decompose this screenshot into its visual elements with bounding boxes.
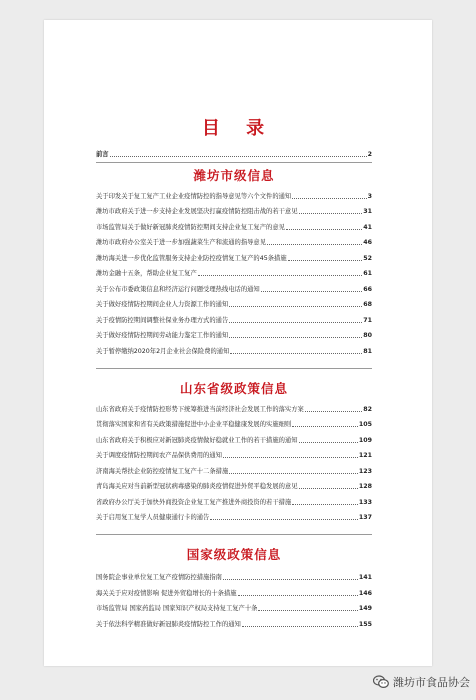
toc-entry-label: 潍坊市政府办公室关于进一步加强蔬菜生产和流通的指导意见 <box>96 239 267 246</box>
leader-dots <box>110 156 367 157</box>
toc-entry[interactable] <box>96 420 372 429</box>
toc-entry[interactable] <box>96 223 372 232</box>
toc-entry-page: 105 <box>358 421 372 428</box>
toc-entry-page: 3 <box>367 192 372 200</box>
toc-entry-page: 71 <box>363 316 372 324</box>
toc-entry-page: 133 <box>358 498 372 506</box>
leader-dots <box>292 198 366 199</box>
leader-dots <box>299 213 363 214</box>
toc-entry[interactable] <box>96 254 372 263</box>
section-rule <box>96 534 372 535</box>
toc-entry-label: 省政府办公厅关于加快外商投资企业复工复产推进外商投资的若干措施 <box>96 498 292 506</box>
toc-list <box>96 150 372 635</box>
leader-dots <box>229 473 358 474</box>
toc-entry[interactable] <box>96 331 372 340</box>
leader-dots <box>292 504 358 505</box>
toc-entry-label: 关于疫情防控期间调整社保业务办理方式的通告 <box>96 316 229 324</box>
toc-entry-page: 146 <box>358 589 372 597</box>
toc-entry-label: 关于启用复工复学人员健康通行卡的通告 <box>96 514 210 521</box>
toc-entry-label: 山东省政府关于疫情防控形势下统筹推进当前经济社会发展工作的落实方案 <box>96 405 304 413</box>
toc-entry-label: 贯彻落实国家和省有关政策措施促进中小企业平稳健康发展的实施细则 <box>96 421 292 428</box>
leader-dots <box>229 337 362 338</box>
toc-entry-page: 46 <box>363 239 372 246</box>
leader-dots <box>261 291 363 292</box>
leader-dots <box>267 244 362 245</box>
toc-entry-label: 青岛海关应对当前新型冠状病毒感染的肺炎疫情促进外贸平稳发展的意见 <box>96 483 298 490</box>
toc-entry[interactable] <box>96 620 372 629</box>
toc-entry-page: 41 <box>363 223 372 231</box>
toc-entry-page: 137 <box>358 514 372 521</box>
toc-entry-label: 关于做好疫情防控期间劳动能力鉴定工作的通知 <box>96 332 229 339</box>
leader-dots <box>198 275 362 276</box>
toc-entry-page: 109 <box>358 436 372 444</box>
toc-entry-label: 潍坊金融十五条，帮助企业复工复产 <box>96 270 197 277</box>
toc-entry[interactable] <box>96 604 372 613</box>
toc-entry-label: 关于依法科学精准做好新冠肺炎疫情防控工作的通知 <box>96 620 241 628</box>
toc-entry-label: 关于做好疫情防控期间企业人力资源工作的通知 <box>96 301 229 308</box>
section-heading: 山东省级政策信息 <box>179 380 288 396</box>
toc-title: 目 录 <box>201 118 275 139</box>
leader-dots <box>223 579 358 580</box>
toc-entry-label: 海关关于应对疫情影响 促进外贸稳增长的十条措施 <box>96 589 237 597</box>
leader-dots <box>223 457 358 458</box>
toc-entry-label: 潍坊海关进一步优化监管服务支持企业防控疫情复工复产的45条措施 <box>96 254 287 262</box>
leader-dots <box>229 306 362 307</box>
toc-entry-label: 前言 <box>96 151 109 158</box>
leader-dots <box>305 411 362 412</box>
toc-entry[interactable] <box>96 513 372 522</box>
watermark-text: 潍坊市食品协会 <box>393 676 470 689</box>
toc-entry[interactable] <box>96 192 372 201</box>
section-rule <box>96 162 372 163</box>
toc-entry[interactable] <box>96 405 372 414</box>
toc-entry-label: 济南海关帮扶企业防控疫情复工复产十二条措施 <box>96 467 229 475</box>
section-rule <box>96 368 372 369</box>
toc-entry-page: 149 <box>358 605 372 612</box>
document-page <box>44 20 432 666</box>
leader-dots <box>288 260 363 261</box>
toc-entry-label: 市场监管局关于做好新冠肺炎疫情防控期间支持企业复工复产的意见 <box>96 223 285 231</box>
toc-entry[interactable] <box>96 316 372 325</box>
section-heading: 国家级政策信息 <box>186 547 282 562</box>
toc-entry-label: 关于暂停缴纳2020年2月企业社会保险费的通知 <box>96 347 230 355</box>
toc-entry-page: 68 <box>363 301 372 308</box>
toc-entry-page: 82 <box>363 405 372 413</box>
toc-entry-preface[interactable] <box>96 150 372 159</box>
toc-entry-page: 123 <box>358 467 372 475</box>
section-heading: 潍坊市级信息 <box>193 167 275 183</box>
toc-entry-label: 关于印发关于复工复产工业企业疫情防控的指导意见等六个文件的通知 <box>96 192 292 200</box>
leader-dots <box>292 426 358 427</box>
toc-entry[interactable] <box>96 573 372 582</box>
toc-entry[interactable] <box>96 451 372 460</box>
toc-entry-page: 66 <box>363 285 372 293</box>
toc-entry-page: 155 <box>358 620 372 628</box>
toc-entry-page: 61 <box>363 270 372 277</box>
toc-entry[interactable] <box>96 347 372 356</box>
toc-entry[interactable] <box>96 436 372 445</box>
toc-entry[interactable] <box>96 238 372 247</box>
leader-dots <box>242 626 358 627</box>
leader-dots <box>299 442 358 443</box>
toc-entry-page: 52 <box>363 254 372 262</box>
leader-dots <box>230 353 362 354</box>
toc-entry[interactable] <box>96 300 372 309</box>
toc-entry-label: 国务院企事业单位复工复产疫情防控措施指南 <box>96 574 222 581</box>
toc-entry-label: 市场监管局 国家药监局 国家知识产权局支持复工复产十条 <box>96 605 258 612</box>
toc-entry[interactable] <box>96 467 372 476</box>
toc-entry-label: 潍坊市政府关于进一步支持企业发展坚决打赢疫情防控阻击战的若干意见 <box>96 208 298 215</box>
leader-dots <box>229 322 362 323</box>
toc-entry[interactable] <box>96 498 372 507</box>
leader-dots <box>238 595 358 596</box>
leader-dots <box>258 610 357 611</box>
toc-entry-page: 141 <box>358 574 372 581</box>
toc-entry[interactable] <box>96 269 372 278</box>
toc-entry-label: 山东省政府关于积极应对新冠肺炎疫情做好稳就业工作的若干措施的通知 <box>96 436 298 444</box>
toc-entry-page: 80 <box>363 332 372 339</box>
toc-entry-page: 2 <box>367 151 372 158</box>
toc-entry-page: 121 <box>358 452 372 459</box>
leader-dots <box>299 488 358 489</box>
toc-entry[interactable] <box>96 589 372 598</box>
toc-entry[interactable] <box>96 285 372 294</box>
leader-dots <box>286 229 362 230</box>
toc-entry-page: 128 <box>358 483 372 490</box>
toc-entry-page: 81 <box>363 347 372 355</box>
toc-entry-label: 关于调度疫情防控期间农产品保供费用的通知 <box>96 452 222 459</box>
toc-entry[interactable] <box>96 207 372 216</box>
leader-dots <box>210 519 358 520</box>
toc-entry-page: 31 <box>363 208 372 215</box>
toc-entry[interactable] <box>96 482 372 491</box>
toc-entry-label: 关于公布市委政策信息和经济运行问题受理热线电话的通知 <box>96 285 260 293</box>
wechat-icon <box>373 675 389 689</box>
watermark <box>373 674 470 690</box>
